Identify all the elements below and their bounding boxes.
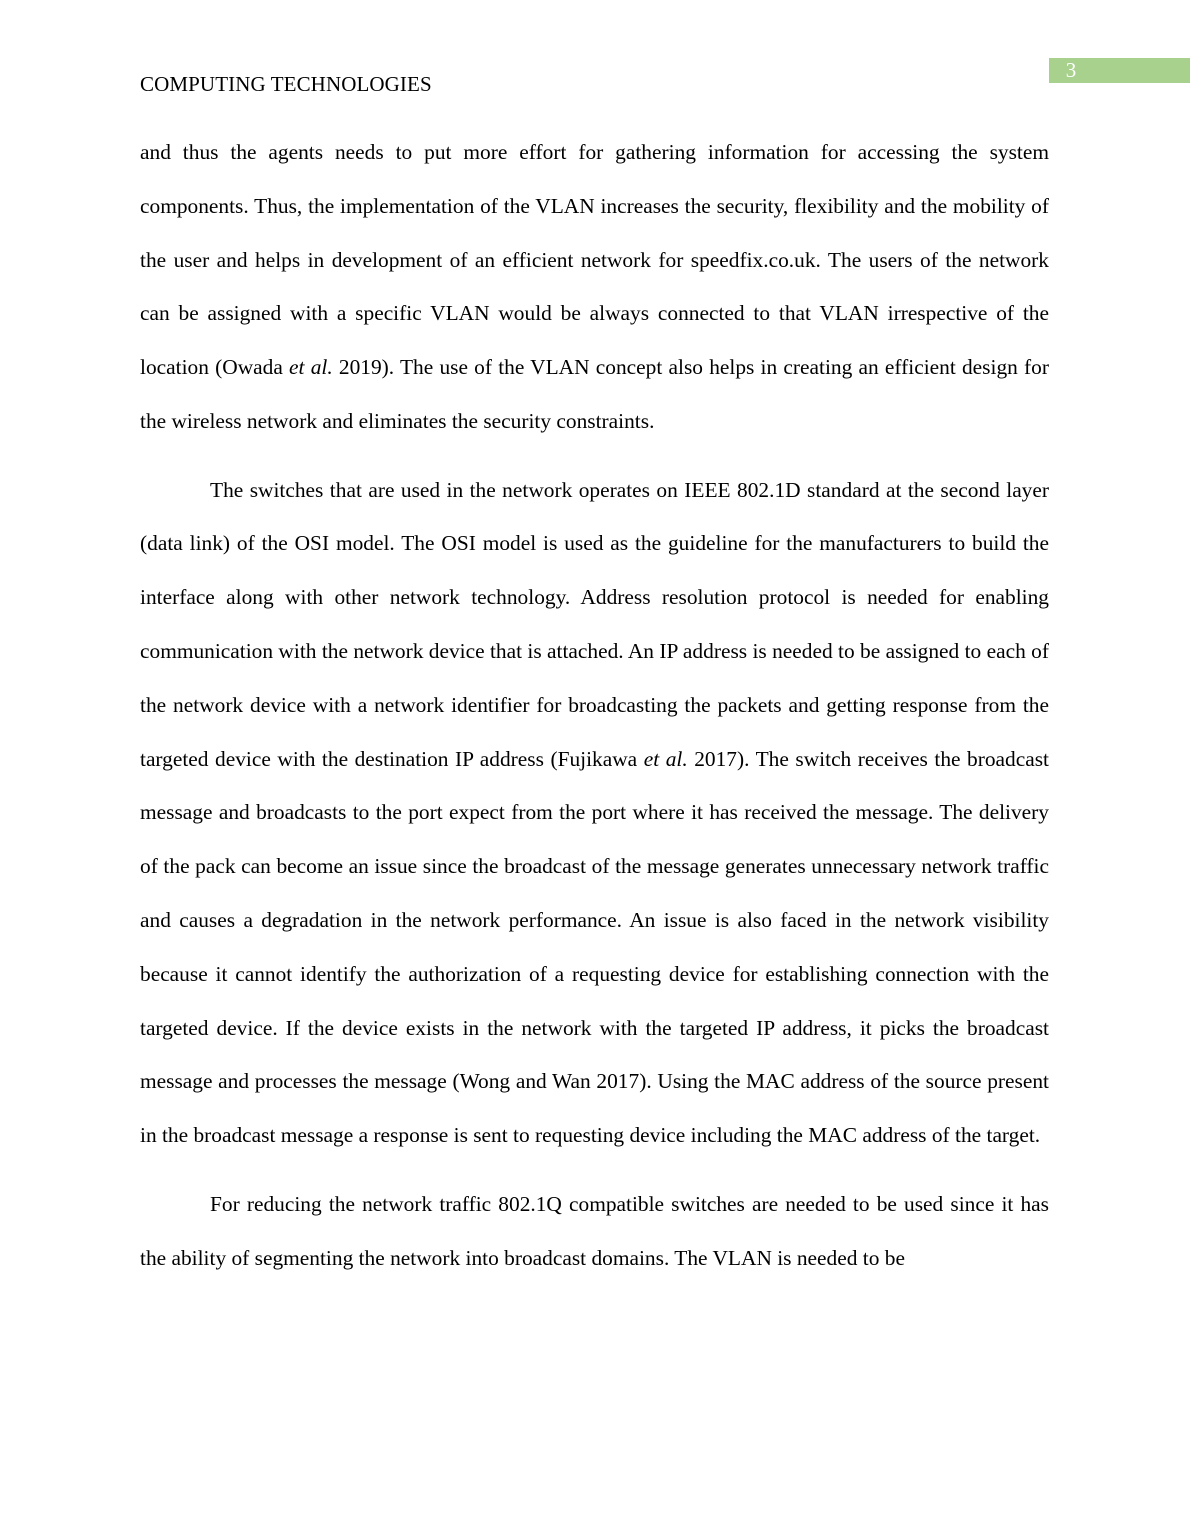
page-number: 3 — [1065, 58, 1077, 82]
paragraph-3: For reducing the network traffic 802.1Q compatible switches are needed to be used since it has the ability of segmenting the network into broadcast domains. The VLAN is needed to be — [140, 1191, 1049, 1270]
paragraph-1-text-start: and thus the agents needs to put more effort for gathering information for accessing the system components. Thus, the implementation of the VLAN increases the security, flexibility and the mobility of the user and helps in development of an efficient network for speedfix.co.uk. The users of the network can be assigned with a specific VLAN would be always connected to that VLAN irrespective of the location (Owada — [140, 140, 1049, 380]
document-body — [140, 126, 1049, 1300]
paragraph-1 — [140, 126, 1049, 449]
citation-et-al: et al. — [643, 746, 688, 771]
paragraph-2 — [140, 464, 1049, 1163]
citation-et-al: et al. — [289, 355, 333, 380]
paragraph-2-text-start: The switches that are used in the network operates on IEEE 802.1D standard at the second layer (data link) of the OSI model. The OSI model is used as the guideline for the manufacturers to build the interface along with other network technology. Address resolution protocol is needed for enabling communication with the network device that is attached. An IP address is needed to be assigned to each of the network device with a network identifier for broadcasting the packets and getting response from the targeted device with the destination IP address (Fujikawa — [140, 477, 1049, 771]
running-head: COMPUTING TECHNOLOGIES — [140, 72, 432, 96]
paragraph-2-text-end: 2017). The switch receives the broadcast message and broadcasts to the port expect from the port where it has received the message. The delivery of the pack can become an issue since the broadcast of the message generates unnecessary network traffic and causes a degradation in the network performance. An issue is also faced in the network visibility because it cannot identify the authorization of a requesting device for establishing connection with the targeted device. If the device exists in the network with the targeted IP address, it picks the broadcast message and processes the message (Wong and Wan 2017). Using the MAC address of the source present in the broadcast message a response is sent to requesting device including the MAC address of the target. — [140, 746, 1050, 1148]
paragraph-1-text-end: 2019). The use of the VLAN concept also helps in creating an efficient design for the wireless network and eliminates the security constraints. — [140, 355, 1049, 433]
